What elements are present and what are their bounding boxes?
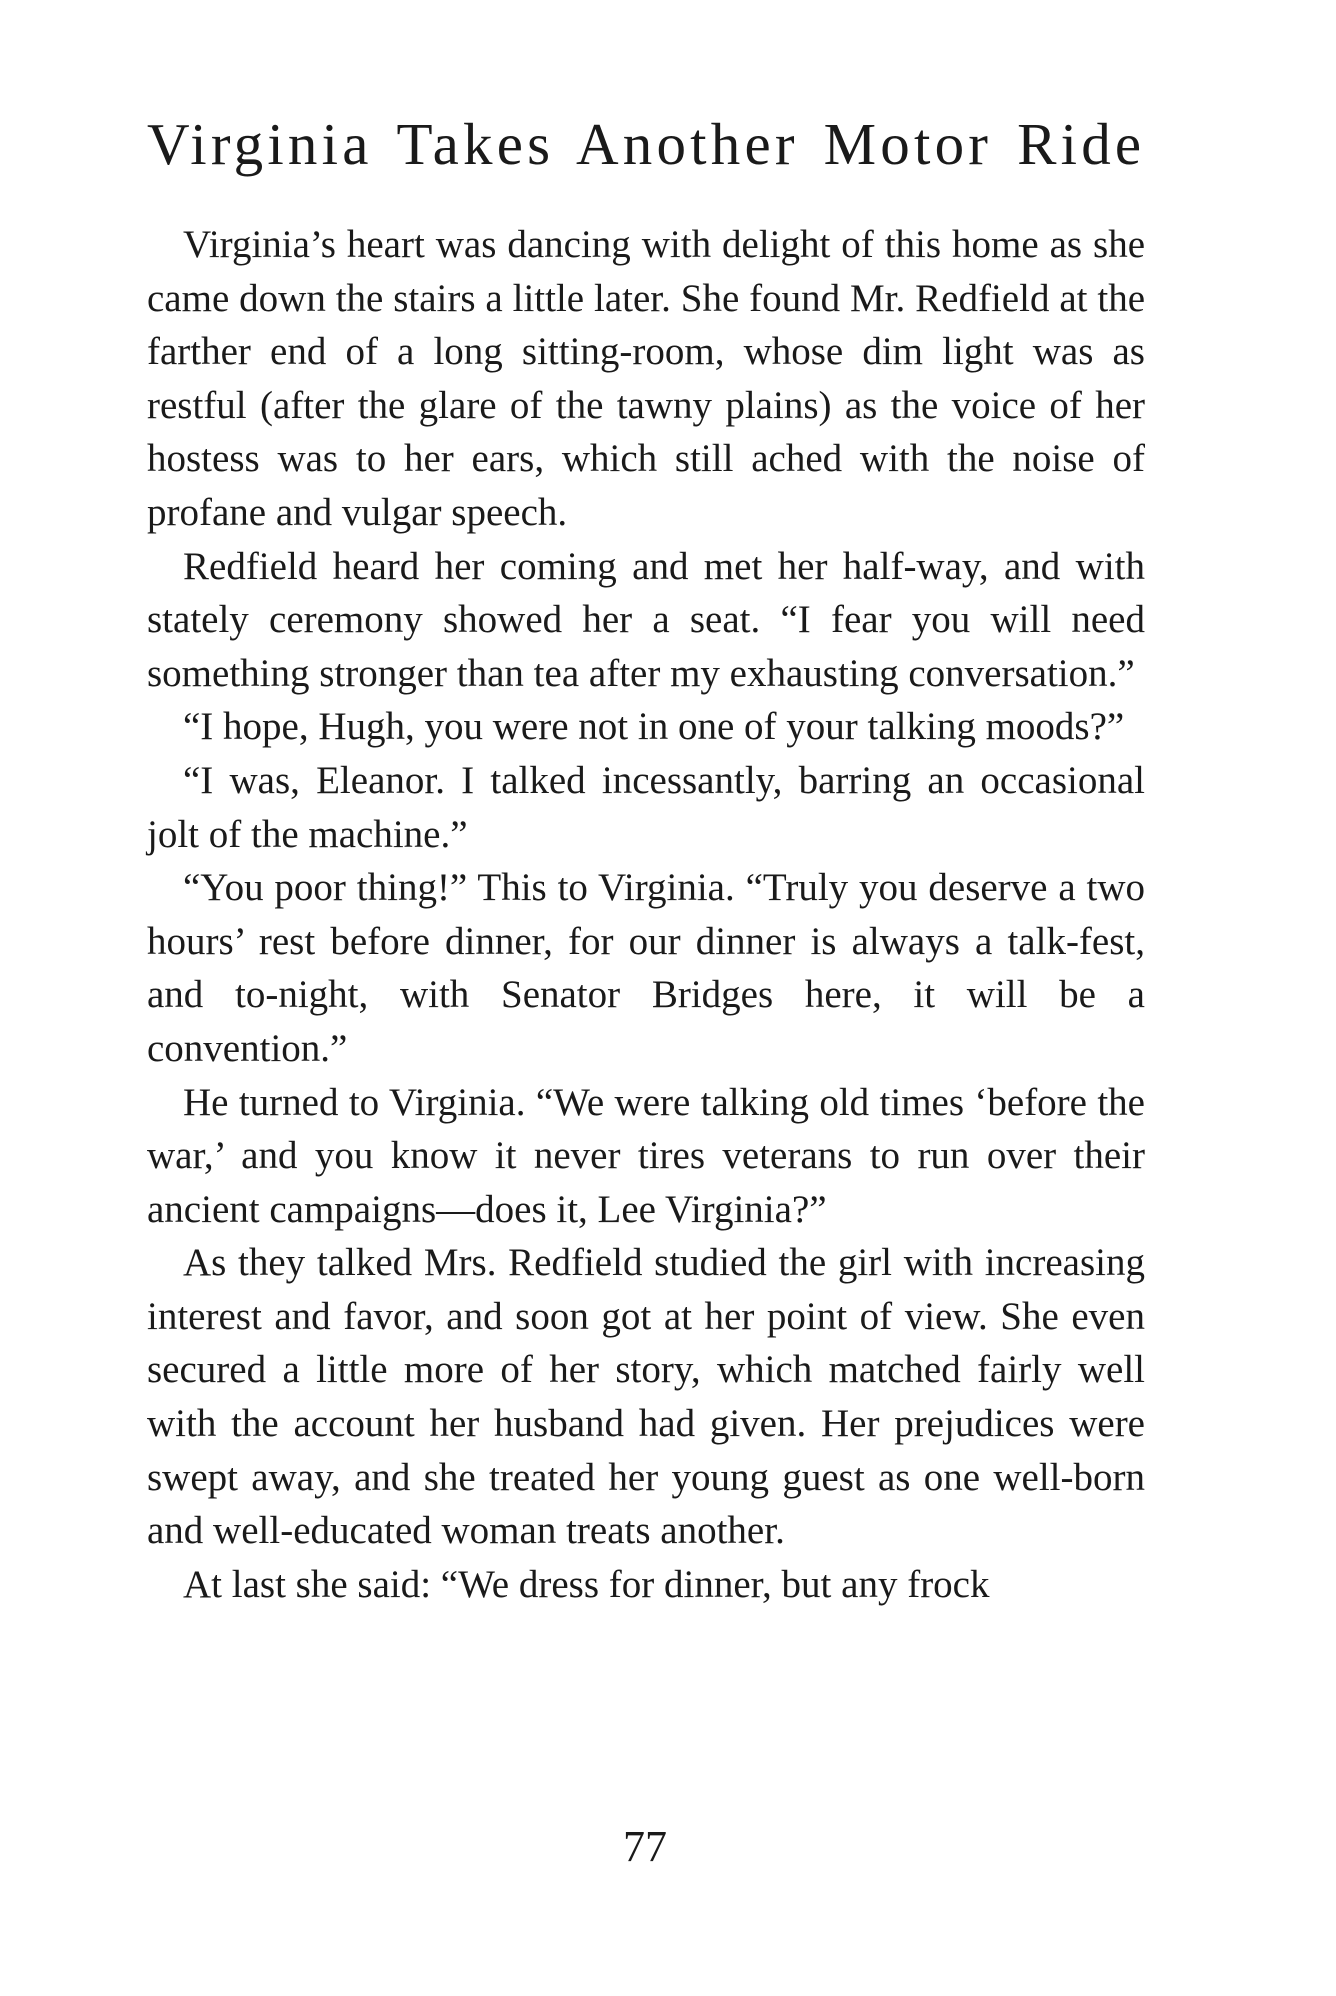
- body-text: [147, 218, 1145, 1611]
- paragraph: “I hope, Hugh, you were not in one of your talking moods?”: [183, 705, 1125, 749]
- paragraph: Redfield heard her coming and met her half-way, and with stately ceremony showed her a seat. “I fear you will need something stronger than tea after my exhausting conversation.”: [147, 544, 1145, 695]
- page-number: 77: [623, 1822, 667, 1871]
- paragraph: At last she said: “We dress for dinner, but any frock: [183, 1562, 990, 1606]
- paragraph: As they talked Mrs. Redfield studied the girl with increasing interest and favor, and soon got at her point of view. She even secured a little more of her story, which matched fairly well with the account her husband had given. Her prejudices were swept away, and she treated her young guest as one well-born and well-educated woman treats another.: [147, 1241, 1145, 1553]
- paragraph: “You poor thing!” This to Virginia. “Truly you deserve a two hours’ rest before dinner, for our dinner is always a talk-fest, and to-night, with Senator Bridges here, it will be a convention.”: [147, 866, 1145, 1070]
- paragraph: Virginia’s heart was dancing with delight of this home as she came down the stairs a little later. She found Mr. Redfield at the farther end of a long sitting-room, whose dim light was as restful (after the glare of the tawny plains) as the voice of her hostess was to her ears, which still ached with the noise of profane and vulgar speech.: [147, 223, 1145, 534]
- running-head: Virginia Takes Another Motor Ride: [147, 111, 1146, 177]
- paragraph: He turned to Virginia. “We were talking old times ‘before the war,’ and you know it never tires veterans to run over their ancient campaigns—does it, Lee Virginia?”: [147, 1080, 1145, 1231]
- paragraph: “I was, Eleanor. I talked incessantly, barring an occasional jolt of the machine.”: [147, 758, 1145, 856]
